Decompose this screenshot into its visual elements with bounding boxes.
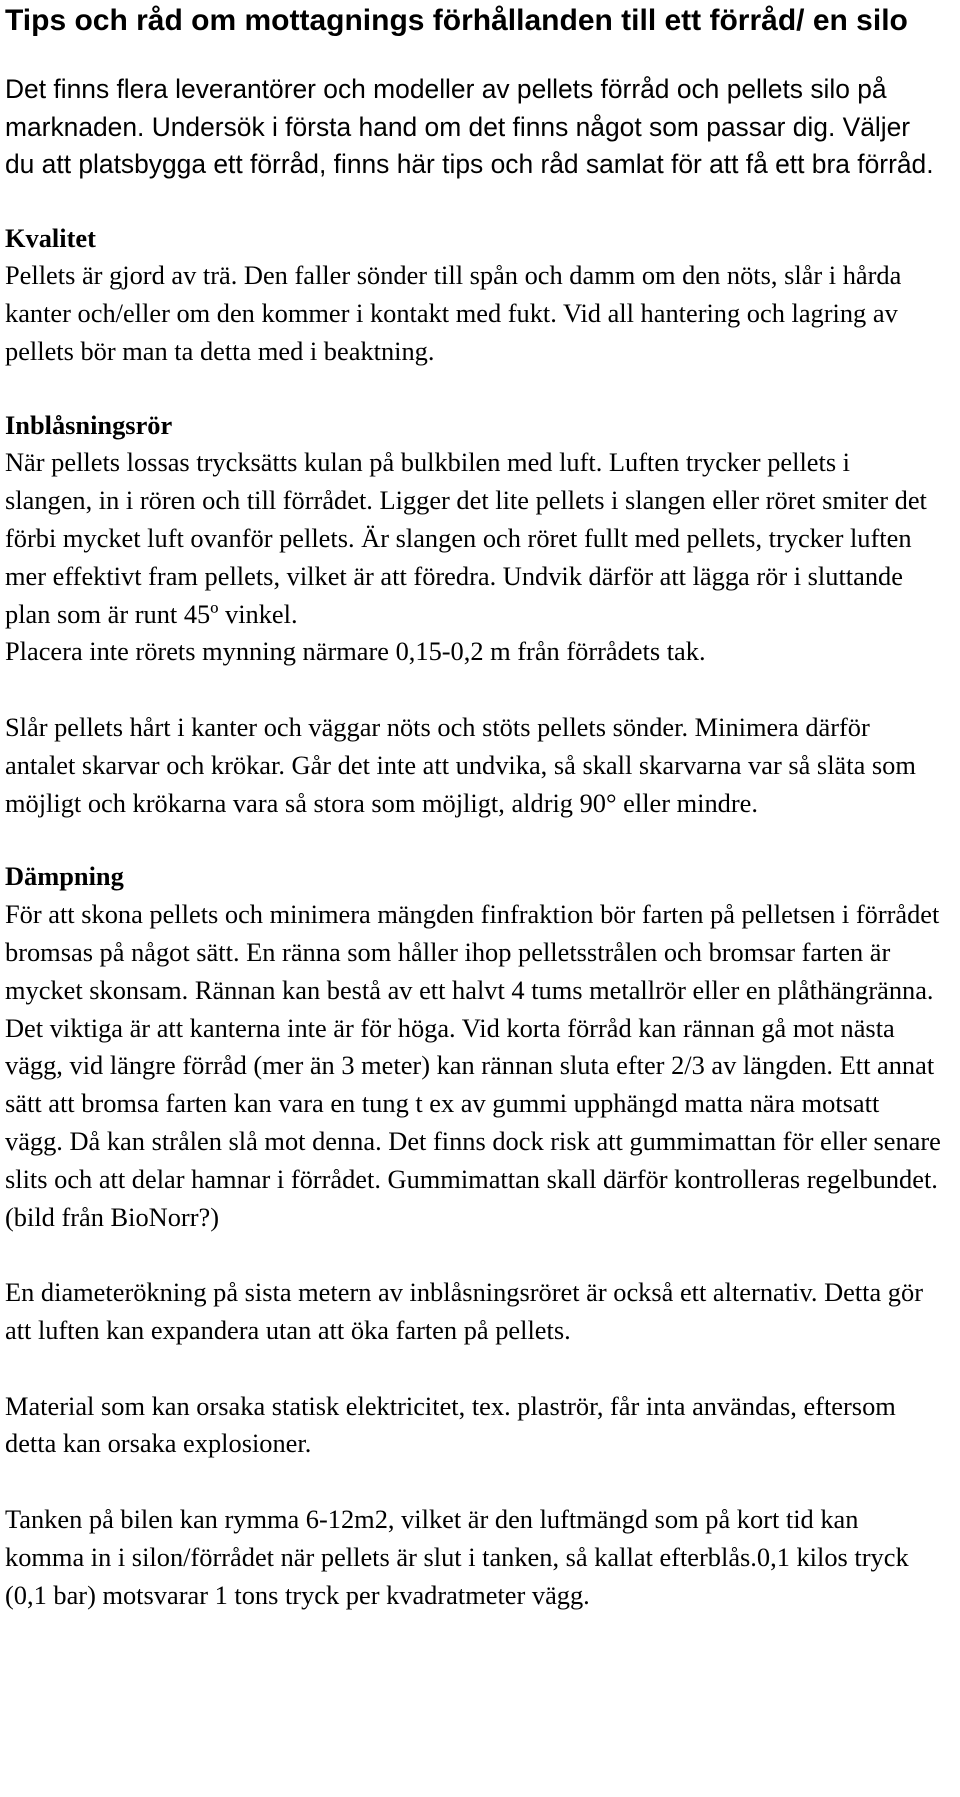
section-quality [5, 220, 942, 371]
section-body-damping [5, 896, 942, 1614]
section-body-inlet-pipe [5, 444, 942, 822]
paragraph: Tanken på bilen kan rymma 6-12m2, vilket är den luftmängd som på kort tid kan komma in i silon/förrådet när pellets är slut i tanken, så kallat efterblås.0,1 kilos tryck (0,1 bar) motsvarar 1 tons tryck per kvadratmeter vägg. [5, 1504, 909, 1610]
page-title: Tips och råd om mottagnings förhållanden till ett förråd/ en silo [5, 4, 908, 37]
paragraph: En diameterökning på sista metern av inblåsningsröret är också ett alternativ. Detta gör att luften kan expandera utan att öka farten på pellets. [5, 1277, 923, 1346]
section-heading-quality: Kvalitet [5, 222, 96, 253]
paragraph: Pellets är gjord av trä. Den faller sönder till spån och damm om den nöts, slår i hårda kanter och/eller om den kommer i kontakt med fukt. Vid all hantering och lagring av pellets bör man ta detta med i beaktning. [5, 260, 902, 366]
section-heading-inlet-pipe: Inblåsningsrör [5, 409, 173, 440]
paragraph: Material som kan orsaka statisk elektricitet, tex. plaströr, får inta användas, eftersom detta kan orsaka explosioner. [5, 1390, 896, 1459]
paragraph: När pellets lossas trycksätts kulan på bulkbilen med luft. Luften trycker pellets i slangen, in i rören och till förrådet. Ligger det lite pellets i slangen eller röret smiter det förbi mycket luft ovanför pellets. Är slangen och röret fullt med pellets, trycker luften mer effektivt fram pellets, vilket är att föredra. Undvik därför att lägga rör i sluttande plan som är runt 45º vinkel. [5, 447, 927, 629]
section-heading-damping: Dämpning [5, 861, 124, 892]
section-inlet-pipe [5, 407, 942, 823]
paragraph: Slår pellets hårt i kanter och väggar nöts och stöts pellets sönder. Minimera därför antalet skarvar och krökar. Går det inte att undvika, så skall skarvarna var så släta som möjligt och krökarna vara så stora som möjligt, aldrig 90° eller mindre. [5, 712, 916, 818]
paragraph: Placera inte rörets mynning närmare 0,15-0,2 m från förrådets tak. [5, 636, 706, 667]
paragraph: För att skona pellets och minimera mängden finfraktion bör farten på pelletsen i förrådet bromsas på något sätt. En ränna som håller ihop pelletsstrålen och bromsar farten är mycket skonsam. Rännan kan bestå av ett halvt 4 tums metallrör eller en plåthängränna. Det viktiga är att kanterna inte är för höga. Vid korta förråd kan rännan gå mot nästa vägg, vid längre förråd (mer än 3 meter) kan rännan sluta efter 2/3 av längden. Ett annat sätt att bromsa farten kan vara en tung t ex av gummi upphängd matta nära motsatt vägg. Då kan strålen slå mot denna. Det finns dock risk att gummimattan för eller senare slits och att delar hamnar i förrådet. Gummimattan skall därför kontrolleras regelbundet. (bild från BioNorr?) [5, 899, 941, 1232]
section-damping [5, 858, 942, 1614]
intro-paragraph: Det finns flera leverantörer och modeller av pellets förråd och pellets silo på marknaden. Undersök i första hand om det finns något som passar dig. Väljer du att platsbygga ett förråd, finns här tips och råd samlat för att få ett bra förråd. [5, 74, 934, 179]
section-body-quality [5, 257, 942, 370]
